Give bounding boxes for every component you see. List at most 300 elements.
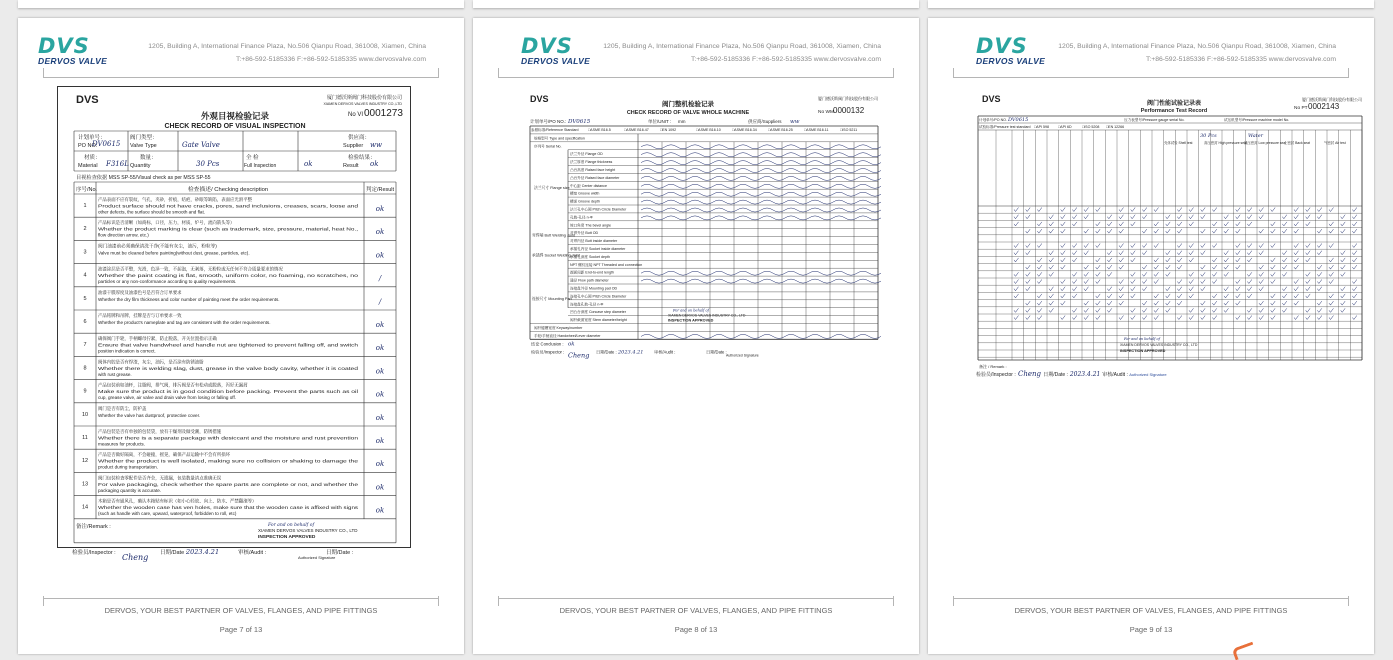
stamp: INSPECTION APPROVED <box>668 318 714 323</box>
check-mark <box>1317 287 1322 291</box>
stamp: XIAMEN DERVOS VALVES INDUSTRY CO., LTD <box>1120 343 1198 347</box>
item-description-en: Whether the product's nameplate and tag are consistent with the order requirements. <box>98 320 271 325</box>
form-title-cn: 阀门性能试验记录表 <box>1146 101 1202 107</box>
check-mark <box>1282 222 1287 226</box>
handwritten-entry <box>761 153 785 157</box>
company-cn: 厦门德沃斯阀门科技股份有限公司 <box>326 95 402 101</box>
check-mark <box>1201 251 1206 255</box>
item-number: 3 <box>83 249 87 256</box>
standard-option: □API 598 <box>1034 125 1049 129</box>
check-mark <box>1096 208 1101 212</box>
inspection-basis: 目视检查依据 MSS SP-55/Visual check as per MSS SP-55 <box>76 175 211 181</box>
check-mark <box>1061 222 1066 226</box>
row-label: 法兰孔中心圆 Pitch Circle Diameter <box>570 207 627 212</box>
row-label: 凸台外径 Raised face diameter <box>570 175 620 180</box>
check-mark <box>1247 272 1252 276</box>
row-label: 槽深 Groove depth <box>570 199 600 204</box>
check-mark <box>1294 316 1299 320</box>
check-mark <box>1224 229 1229 233</box>
handwritten-entry <box>785 169 809 173</box>
check-mark <box>1107 301 1112 305</box>
check-mark <box>1177 229 1182 233</box>
item-description-cn: 产品表面不应有裂纹，气孔，夹砂，折痕，结疤，砂眼等缺陷，表面应光滑平整 <box>98 197 252 202</box>
check-mark <box>1014 208 1019 212</box>
handwritten-entry <box>833 161 857 165</box>
check-mark <box>1177 222 1182 226</box>
handwritten-entry <box>761 279 785 283</box>
check-mark <box>1142 208 1147 212</box>
conclusion-value: ok <box>568 341 575 348</box>
check-mark <box>1014 272 1019 276</box>
page-number: Page 9 of 13 <box>1129 625 1173 634</box>
column-group: 上密封 Back seat <box>1284 141 1311 145</box>
check-mark <box>1341 251 1346 255</box>
page-7[interactable] <box>18 18 464 654</box>
handwritten-entry <box>713 208 737 212</box>
check-mark <box>1037 208 1042 212</box>
row-label: 中心距 Center distance <box>570 183 607 188</box>
check-mark <box>1352 294 1357 298</box>
row-label: 凹凸台深度 Concave step diameter <box>570 310 626 315</box>
check-mark <box>1247 316 1252 320</box>
visual-inspection-form <box>57 86 411 562</box>
check-mark <box>1259 308 1264 312</box>
check-mark <box>1317 265 1322 269</box>
company-address: 1205, Building A, International Finance Plaza, No.506 Qianpu Road, 361008, Xiamen, China T:+86-592-5185336 F:+86-592-5185335 www.dervosvalve.com <box>1058 43 1336 63</box>
item-description-cn: 油漆涂层是否平整，光滑，色泽一致，不起泡，无剥落，无粉粒或无任何不符合质量要求的情况 <box>98 266 283 272</box>
check-mark <box>1352 301 1357 305</box>
check-mark <box>1282 258 1287 262</box>
check-mark <box>1142 215 1147 219</box>
handwritten-entry <box>857 153 881 157</box>
handwritten-entry <box>809 279 833 283</box>
check-mark <box>1236 287 1241 291</box>
row-label: 序列号 Serial No. <box>534 144 562 149</box>
check-mark <box>1084 272 1089 276</box>
standard-option: □ASME B16.11 <box>804 128 829 132</box>
check-mark <box>1271 265 1276 269</box>
check-mark <box>1142 301 1147 305</box>
handwritten-entry <box>785 216 809 220</box>
item-result: ok <box>375 251 385 260</box>
handwritten-entry <box>833 169 857 173</box>
inspector-signature: Cheng <box>1015 370 1044 378</box>
check-mark <box>1119 294 1124 298</box>
handwritten-entry <box>785 145 809 149</box>
company-logo: DVS DERVOS VALVE <box>521 34 591 66</box>
date-value: 2023.4.21 <box>1067 371 1103 378</box>
handwritten-entry <box>785 279 809 283</box>
item-description-en: Whether there is a separate package with desiccant and the moisture and rust prevention <box>98 435 359 441</box>
company-logo: DVS DERVOS VALVE <box>976 34 1046 66</box>
check-mark <box>1271 280 1276 284</box>
check-mark <box>1084 215 1089 219</box>
form-text: 数量： <box>140 155 157 161</box>
handwritten-entry <box>665 279 689 283</box>
check-mark <box>1329 301 1334 305</box>
check-mark <box>1236 244 1241 248</box>
check-mark <box>1026 251 1031 255</box>
performance-test-form <box>974 92 1366 368</box>
result-label: Result <box>343 163 359 169</box>
handwritten-entry <box>713 279 737 283</box>
row-label: 连接孔中心圆 Pitch Circle Diameter <box>570 294 627 299</box>
check-mark <box>1072 251 1077 255</box>
check-mark <box>1201 301 1206 305</box>
handwritten-entry <box>713 153 737 157</box>
check-mark <box>1271 208 1276 212</box>
check-mark <box>1189 244 1194 248</box>
check-mark <box>1236 316 1241 320</box>
handwritten-entry <box>737 216 761 220</box>
check-mark <box>1212 229 1217 233</box>
handwritten-entry <box>833 200 857 204</box>
check-mark <box>1317 301 1322 305</box>
check-mark <box>1189 215 1194 219</box>
check-mark <box>1224 215 1229 219</box>
check-mark <box>1107 222 1112 226</box>
check-mark <box>1166 229 1171 233</box>
check-mark <box>1352 265 1357 269</box>
check-mark <box>1224 308 1229 312</box>
column-no: 序号/No. <box>76 187 98 193</box>
handwritten-entry <box>761 145 785 149</box>
result-value: ok <box>370 160 379 168</box>
supplier-label: 供应商/Suppliers <box>748 119 782 124</box>
check-mark <box>1131 244 1136 248</box>
item-number: 9 <box>83 388 87 395</box>
check-mark <box>1026 316 1031 320</box>
check-mark <box>1341 301 1346 305</box>
handwritten-entry <box>665 192 689 196</box>
check-mark <box>1201 265 1206 269</box>
check-mark <box>1119 251 1124 255</box>
check-mark <box>1014 215 1019 219</box>
item-number: 13 <box>81 481 89 488</box>
check-mark <box>1177 287 1182 291</box>
form-logo: DVS <box>982 94 1001 104</box>
previous-page-edge <box>473 0 919 8</box>
check-mark <box>1329 272 1334 276</box>
check-mark <box>1084 301 1089 305</box>
form-title-en: CHECK RECORD OF VISUAL INSPECTION <box>164 123 306 130</box>
item-description-cn: 产品标识是否清晰（如商标，口径，压力，材质，炉号，流向箭头等） <box>98 220 235 226</box>
handwritten-entry <box>809 161 833 165</box>
check-mark <box>1026 272 1031 276</box>
form-number-label: No PT <box>1294 106 1308 111</box>
check-mark <box>1049 265 1054 269</box>
item-description-en: Valve must be cleaned before painting(without dust, grease, particles, etc). <box>98 250 250 256</box>
check-mark <box>1247 222 1252 226</box>
standard-option: □ISO 5208 <box>1082 125 1100 129</box>
handwritten-entry <box>785 153 809 157</box>
company-cn: 厦门德沃斯阀门科技股份有限公司 <box>818 96 878 101</box>
check-mark <box>1096 272 1101 276</box>
item-description-en: other defects, the surface should be smooth and flat. <box>98 209 205 215</box>
check-mark <box>1166 258 1171 262</box>
check-mark <box>1317 316 1322 320</box>
column-group: 气密封 Air test <box>1324 141 1346 145</box>
stamp: XIAMEN DERVOS VALVES INDUSTRY CO., LTD <box>258 527 358 533</box>
check-mark <box>1247 251 1252 255</box>
group-label: 法兰尺寸 Flange size <box>534 186 570 191</box>
check-mark <box>1037 280 1042 284</box>
check-mark <box>1026 287 1031 291</box>
inspector-label: 检验员/Inspector : <box>976 372 1016 378</box>
po-label: 计划单号/PO NO.: <box>530 119 567 124</box>
check-mark <box>1271 308 1276 312</box>
check-mark <box>1096 244 1101 248</box>
item-description-en: particles or any non-conformance according to quality requirements. <box>98 279 237 285</box>
check-mark <box>1037 258 1042 262</box>
company-cn: 厦门德沃斯阀门科技股份有限公司 <box>1302 97 1362 102</box>
item-number: 6 <box>83 319 87 325</box>
handwritten-entry <box>713 200 737 204</box>
date-label: 日期/Date : <box>1043 372 1068 378</box>
page-8[interactable] <box>473 18 919 654</box>
standard-option: □ISO 5211 <box>840 128 858 132</box>
check-mark <box>1131 272 1136 276</box>
check-mark <box>1247 294 1252 298</box>
po-value: DV0615 <box>568 119 591 125</box>
check-mark <box>1294 229 1299 233</box>
item-result: ok <box>375 437 385 445</box>
check-mark <box>1247 280 1252 284</box>
item-description-cn: 产品包装是否有单独的包装袋，放有干燥剂及做受潮，防锈措施 <box>98 429 221 434</box>
check-mark <box>1072 222 1077 226</box>
check-mark <box>1212 208 1217 212</box>
check-mark <box>1154 244 1159 248</box>
check-mark <box>1317 308 1322 312</box>
item-description-en: Whether the product is well isolated, making sure no collision or shaking to damage the <box>98 458 359 464</box>
stamp: INSPECTION APPROVED <box>258 534 316 540</box>
check-mark <box>1294 244 1299 248</box>
check-mark <box>1049 294 1054 298</box>
item-result: ok <box>375 205 385 213</box>
handwritten-entry <box>641 169 665 173</box>
handwritten-entry <box>809 192 833 196</box>
form-text: 检验结果： <box>348 155 376 161</box>
check-mark <box>1166 294 1171 298</box>
form-text: 供应商： <box>348 135 371 141</box>
handwritten-entry <box>689 184 713 188</box>
handwritten-entry <box>641 208 665 212</box>
quantity-value: 30 Pcs <box>1200 133 1217 139</box>
handwritten-entry <box>689 176 713 180</box>
handwritten-entry <box>689 145 713 149</box>
check-mark <box>1212 280 1217 284</box>
item-description-en: with rust grease. <box>98 371 132 377</box>
handwritten-entry <box>833 208 857 212</box>
handwritten-entry <box>785 271 809 275</box>
check-mark <box>1166 222 1171 226</box>
handwritten-entry <box>665 200 689 204</box>
handwritten-entry <box>689 216 713 220</box>
check-mark <box>1177 294 1182 298</box>
check-mark <box>1294 265 1299 269</box>
handwritten-entry <box>857 200 881 204</box>
check-mark <box>1189 308 1194 312</box>
check-mark <box>1247 308 1252 312</box>
item-description-en: Make sure the product is in good condition before packing. Prevent the parts such as oil <box>98 389 358 395</box>
check-mark <box>1072 208 1077 212</box>
standard-option: □ASME B16.47 <box>624 128 649 132</box>
handwritten-entry <box>809 216 833 220</box>
visual-inspection-table <box>58 87 412 562</box>
item-description-en: (such as handle with care, upward, waterproof, forbidden to roll, etc) <box>98 511 237 517</box>
handwritten-entry <box>785 161 809 165</box>
handwritten-entry <box>809 271 833 275</box>
check-mark <box>1014 244 1019 248</box>
check-mark <box>1166 272 1171 276</box>
check-mark <box>1107 294 1112 298</box>
po-label: 计划单号/PO NO. <box>979 118 1007 122</box>
check-mark <box>1037 222 1042 226</box>
check-mark <box>1247 208 1252 212</box>
column-group: 低压密封 Low pressure seal <box>1244 141 1287 145</box>
item-result: ok <box>375 321 385 329</box>
check-mark <box>1212 308 1217 312</box>
check-mark <box>1247 215 1252 219</box>
standard-option: □ASME B16.34 <box>732 128 757 132</box>
item-description-en: Whether the wooden case has ven holes, make sure that the wooden case is affixed with signs <box>98 505 359 511</box>
item-description-en: Whether the product marking is clear (such as trademark, size, pressure, material, heat No., <box>98 226 358 232</box>
check-mark <box>1014 280 1019 284</box>
check-mark <box>1131 258 1136 262</box>
check-mark <box>1142 308 1147 312</box>
check-mark <box>1107 272 1112 276</box>
check-mark <box>1329 308 1334 312</box>
check-mark <box>1142 272 1147 276</box>
whole-machine-form <box>528 92 880 368</box>
check-mark <box>1014 294 1019 298</box>
row-label: 阀杆键槽宽度 Keyway/number <box>534 326 583 330</box>
check-mark <box>1061 258 1066 262</box>
item-description-en: For valve packaging, check whether the spare parts are complete or not, and whether the <box>98 481 359 487</box>
check-mark <box>1142 316 1147 320</box>
check-mark <box>1037 244 1042 248</box>
page-9[interactable] <box>928 18 1374 654</box>
row-label: 规格型号 Type and specification <box>534 136 585 141</box>
check-mark <box>1341 265 1346 269</box>
check-mark <box>1259 208 1264 212</box>
check-mark <box>1259 229 1264 233</box>
check-mark <box>1072 280 1077 284</box>
check-mark <box>1131 316 1136 320</box>
check-mark <box>1212 258 1217 262</box>
check-mark <box>1107 229 1112 233</box>
check-mark <box>1329 280 1334 284</box>
check-mark <box>1201 215 1206 219</box>
check-mark <box>1212 301 1217 305</box>
check-mark <box>1201 244 1206 248</box>
form-title-cn: 外观目视检验记录 <box>200 111 270 121</box>
check-mark <box>1026 215 1031 219</box>
check-mark <box>1119 208 1124 212</box>
handwritten-entry <box>809 153 833 157</box>
handwritten-entry <box>809 208 833 212</box>
item-result: ok <box>375 344 385 353</box>
check-mark <box>1177 258 1182 262</box>
check-mark <box>1096 316 1101 320</box>
item-number: 10 <box>81 411 89 418</box>
column-description: 检查描述/ Checking description <box>187 187 269 193</box>
check-mark <box>1189 251 1194 255</box>
handwritten-entry <box>641 153 665 157</box>
check-mark <box>1061 280 1066 284</box>
form-text: 全 检 <box>246 155 259 161</box>
check-mark <box>1259 244 1264 248</box>
check-mark <box>1061 316 1066 320</box>
handwritten-entry <box>785 192 809 196</box>
item-number: 1 <box>83 203 87 209</box>
check-mark <box>1282 308 1287 312</box>
form-text: 阀门类型： <box>130 135 158 141</box>
check-mark <box>1282 229 1287 233</box>
letterhead <box>928 18 1374 98</box>
check-mark <box>1142 251 1147 255</box>
handwritten-entry <box>761 176 785 180</box>
authorized-signature: Authorized Signature <box>1129 372 1167 377</box>
check-mark <box>1026 229 1031 233</box>
po-label: PO NO. <box>78 143 98 149</box>
authorized-signature: Authorized Signature <box>298 554 336 560</box>
handwritten-entry <box>737 192 761 196</box>
check-mark <box>1177 244 1182 248</box>
handwritten-entry <box>737 169 761 173</box>
check-mark <box>1317 251 1322 255</box>
form-text: 计划单号： <box>78 135 106 141</box>
check-mark <box>1212 265 1217 269</box>
check-mark <box>1154 229 1159 233</box>
check-mark <box>1072 316 1077 320</box>
po-value: DV0615 <box>1008 117 1029 123</box>
handwritten-entry <box>833 145 857 149</box>
conclusion-label: 结论 Conclusion : <box>531 341 564 347</box>
item-result: / <box>378 274 382 283</box>
check-mark <box>1177 301 1182 305</box>
item-description-en: Whether there is welding slag, dust, grease in the valve body cavity, whether it is coated <box>98 365 359 371</box>
check-mark <box>1282 251 1287 255</box>
check-mark <box>1177 316 1182 320</box>
check-mark <box>1072 258 1077 262</box>
check-mark <box>1084 229 1089 233</box>
row-label: 槽宽 Groove width <box>570 191 600 196</box>
item-number: 7 <box>83 342 87 349</box>
signature-row <box>976 370 1356 378</box>
check-mark <box>1271 294 1276 298</box>
check-mark <box>1049 251 1054 255</box>
check-mark <box>1084 280 1089 284</box>
check-mark <box>1352 229 1357 233</box>
row-label: 端面间距 End-to-end length <box>570 270 614 275</box>
item-description-en: product during transportation. <box>98 464 159 470</box>
item-result: ok <box>375 228 385 237</box>
stamp: For and on behalf of <box>1124 337 1160 341</box>
reference-standard-label: 参照标准/Reference Standard <box>531 128 579 132</box>
stamp: For and on behalf of <box>268 522 315 528</box>
handwritten-entry <box>641 334 665 338</box>
handwritten-entry <box>665 161 689 165</box>
check-mark <box>1037 294 1042 298</box>
check-mark <box>1294 215 1299 219</box>
check-mark <box>1329 208 1334 212</box>
material-label: Material <box>78 163 98 169</box>
supplier-value: ww <box>790 119 800 125</box>
handwritten-entry <box>857 176 881 180</box>
handwritten-entry <box>713 334 737 338</box>
handwritten-entry <box>833 184 857 188</box>
